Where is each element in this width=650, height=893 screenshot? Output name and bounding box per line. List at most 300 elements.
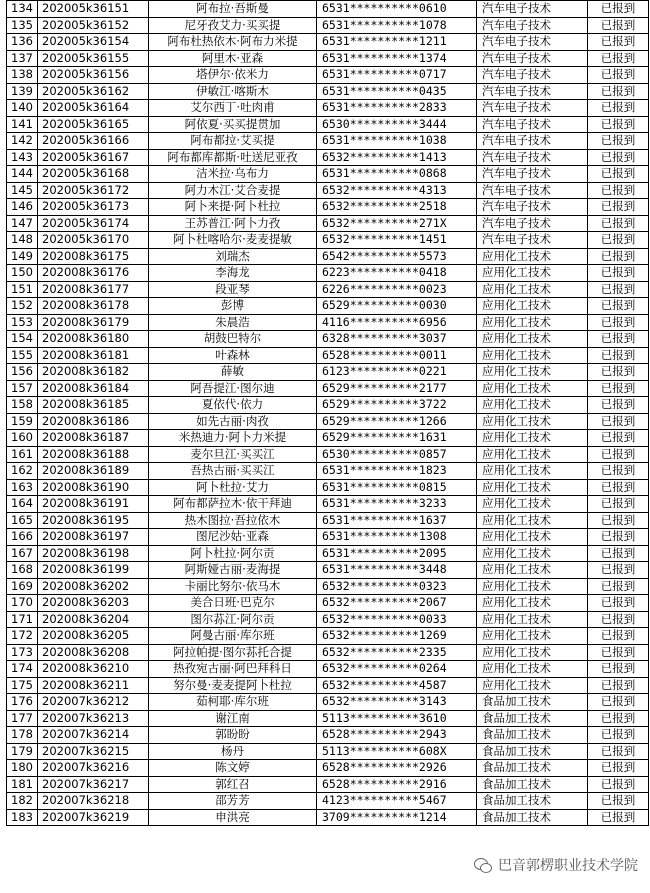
student-name-cell: 阿布都拉·艾买提 xyxy=(149,133,317,150)
student-id-cell: 202005k36166 xyxy=(38,133,149,150)
table-row xyxy=(7,17,649,34)
row-number-cell: 155 xyxy=(7,347,38,364)
row-number-cell: 158 xyxy=(7,397,38,414)
student-id-cell: 202005k36170 xyxy=(38,232,149,249)
row-number-cell: 137 xyxy=(7,50,38,67)
id-card-number-cell: 6531**********2833 xyxy=(317,100,477,117)
major-cell: 应用化工技术 xyxy=(477,331,588,348)
table-row xyxy=(7,496,649,513)
id-card-number-cell: 6531**********1823 xyxy=(317,463,477,480)
table-row xyxy=(7,644,649,661)
major-cell: 应用化工技术 xyxy=(477,397,588,414)
row-number-cell: 183 xyxy=(7,809,38,826)
row-number-cell: 175 xyxy=(7,677,38,694)
status-cell: 已报到 xyxy=(588,232,649,249)
id-card-number-cell: 6532**********4587 xyxy=(317,677,477,694)
student-id-cell: 202005k36173 xyxy=(38,199,149,216)
table-row xyxy=(7,314,649,331)
major-cell: 汽车电子技术 xyxy=(477,215,588,232)
watermark xyxy=(474,853,638,877)
table-row xyxy=(7,677,649,694)
status-cell: 已报到 xyxy=(588,100,649,117)
status-cell: 已报到 xyxy=(588,248,649,265)
student-name-cell: 阿卜杜拉·阿尔贡 xyxy=(149,545,317,562)
major-cell: 食品加工技术 xyxy=(477,694,588,711)
student-name-cell: 王苏普江·阿卜力孜 xyxy=(149,215,317,232)
student-name-cell: 杨丹 xyxy=(149,743,317,760)
row-number-cell: 142 xyxy=(7,133,38,150)
status-cell: 已报到 xyxy=(588,463,649,480)
table-row xyxy=(7,595,649,612)
status-cell: 已报到 xyxy=(588,347,649,364)
table-row xyxy=(7,512,649,529)
major-cell: 汽车电子技术 xyxy=(477,67,588,84)
status-cell: 已报到 xyxy=(588,677,649,694)
status-cell: 已报到 xyxy=(588,83,649,100)
id-card-number-cell: 5113**********3610 xyxy=(317,710,477,727)
id-card-number-cell: 6532**********2518 xyxy=(317,199,477,216)
table-row xyxy=(7,182,649,199)
major-cell: 应用化工技术 xyxy=(477,430,588,447)
status-cell: 已报到 xyxy=(588,661,649,678)
major-cell: 应用化工技术 xyxy=(477,265,588,282)
status-cell: 已报到 xyxy=(588,496,649,513)
table-row xyxy=(7,727,649,744)
major-cell: 汽车电子技术 xyxy=(477,182,588,199)
id-card-number-cell: 6532**********1413 xyxy=(317,149,477,166)
row-number-cell: 168 xyxy=(7,562,38,579)
table-row xyxy=(7,1,649,18)
table-row xyxy=(7,248,649,265)
table-row xyxy=(7,298,649,315)
table-row xyxy=(7,413,649,430)
student-id-cell: 202008k36195 xyxy=(38,512,149,529)
student-id-cell: 202005k36156 xyxy=(38,67,149,84)
student-id-cell: 202008k36203 xyxy=(38,595,149,612)
status-cell: 已报到 xyxy=(588,34,649,51)
table-row xyxy=(7,281,649,298)
row-number-cell: 140 xyxy=(7,100,38,117)
id-card-number-cell: 6531**********1211 xyxy=(317,34,477,51)
status-cell: 已报到 xyxy=(588,446,649,463)
student-name-cell: 卡丽比努尔·依马木 xyxy=(149,578,317,595)
table-row xyxy=(7,347,649,364)
major-cell: 汽车电子技术 xyxy=(477,17,588,34)
id-card-number-cell: 6531**********0435 xyxy=(317,83,477,100)
student-name-cell: 阿布都萨拉木·依干拜迪 xyxy=(149,496,317,513)
student-id-cell: 202005k36164 xyxy=(38,100,149,117)
student-name-cell: 陈文婷 xyxy=(149,760,317,777)
id-card-number-cell: 6528**********2916 xyxy=(317,776,477,793)
table-row xyxy=(7,397,649,414)
table-row xyxy=(7,149,649,166)
status-cell: 已报到 xyxy=(588,644,649,661)
student-name-cell: 邵芳芳 xyxy=(149,793,317,810)
table-row xyxy=(7,760,649,777)
status-cell: 已报到 xyxy=(588,529,649,546)
status-cell: 已报到 xyxy=(588,743,649,760)
student-name-cell: 美合日班·巴克尔 xyxy=(149,595,317,612)
major-cell: 应用化工技术 xyxy=(477,380,588,397)
status-cell: 已报到 xyxy=(588,479,649,496)
row-number-cell: 159 xyxy=(7,413,38,430)
student-name-cell: 阿拉帕提·图尔荪托合提 xyxy=(149,644,317,661)
table-row xyxy=(7,265,649,282)
student-id-cell: 202008k36191 xyxy=(38,496,149,513)
id-card-number-cell: 6531**********1374 xyxy=(317,50,477,67)
major-cell: 食品加工技术 xyxy=(477,793,588,810)
table-row xyxy=(7,562,649,579)
id-card-number-cell: 6542**********5573 xyxy=(317,248,477,265)
id-card-number-cell: 6530**********3444 xyxy=(317,116,477,133)
row-number-cell: 181 xyxy=(7,776,38,793)
student-id-cell: 202008k36202 xyxy=(38,578,149,595)
student-name-cell: 谢江南 xyxy=(149,710,317,727)
row-number-cell: 156 xyxy=(7,364,38,381)
status-cell: 已报到 xyxy=(588,281,649,298)
student-name-cell: 塔伊尔·依米力 xyxy=(149,67,317,84)
student-id-cell: 202008k36179 xyxy=(38,314,149,331)
id-card-number-cell: 6223**********0418 xyxy=(317,265,477,282)
id-card-number-cell: 6532**********2067 xyxy=(317,595,477,612)
row-number-cell: 167 xyxy=(7,545,38,562)
row-number-cell: 141 xyxy=(7,116,38,133)
row-number-cell: 171 xyxy=(7,611,38,628)
student-name-cell: 伊敏江·喀斯木 xyxy=(149,83,317,100)
student-name-cell: 阿布都库都斯·吐送尼亚孜 xyxy=(149,149,317,166)
student-name-cell: 阿卜杜喀哈尔·麦麦提敏 xyxy=(149,232,317,249)
id-card-number-cell: 6532**********0323 xyxy=(317,578,477,595)
id-card-number-cell: 3709**********1214 xyxy=(317,809,477,826)
table-row xyxy=(7,232,649,249)
student-name-cell: 麦尔旦江·买买江 xyxy=(149,446,317,463)
student-name-cell: 阿卜来提·阿卜杜拉 xyxy=(149,199,317,216)
student-name-cell: 阿里木·亚森 xyxy=(149,50,317,67)
student-name-cell: 朱晨浩 xyxy=(149,314,317,331)
student-id-cell: 202008k36176 xyxy=(38,265,149,282)
major-cell: 应用化工技术 xyxy=(477,446,588,463)
table-row xyxy=(7,463,649,480)
student-id-cell: 202005k36168 xyxy=(38,166,149,183)
student-name-cell: 申洪亮 xyxy=(149,809,317,826)
student-id-cell: 202005k36162 xyxy=(38,83,149,100)
table-row xyxy=(7,809,649,826)
status-cell: 已报到 xyxy=(588,793,649,810)
major-cell: 汽车电子技术 xyxy=(477,83,588,100)
student-id-cell: 202005k36167 xyxy=(38,149,149,166)
status-cell: 已报到 xyxy=(588,1,649,18)
student-name-cell: 阿力木江·艾合麦提 xyxy=(149,182,317,199)
student-id-cell: 202005k36165 xyxy=(38,116,149,133)
row-number-cell: 177 xyxy=(7,710,38,727)
row-number-cell: 146 xyxy=(7,199,38,216)
major-cell: 应用化工技术 xyxy=(477,611,588,628)
status-cell: 已报到 xyxy=(588,380,649,397)
major-cell: 食品加工技术 xyxy=(477,809,588,826)
student-id-cell: 202007k36218 xyxy=(38,793,149,810)
row-number-cell: 150 xyxy=(7,265,38,282)
student-name-cell: 李海龙 xyxy=(149,265,317,282)
row-number-cell: 173 xyxy=(7,644,38,661)
major-cell: 应用化工技术 xyxy=(477,529,588,546)
table-row xyxy=(7,166,649,183)
student-id-cell: 202005k36152 xyxy=(38,17,149,34)
major-cell: 应用化工技术 xyxy=(477,562,588,579)
id-card-number-cell: 5113**********608X xyxy=(317,743,477,760)
table-row xyxy=(7,446,649,463)
student-roster-table xyxy=(6,0,649,826)
status-cell: 已报到 xyxy=(588,17,649,34)
major-cell: 应用化工技术 xyxy=(477,364,588,381)
student-id-cell: 202007k36219 xyxy=(38,809,149,826)
table-row xyxy=(7,34,649,51)
status-cell: 已报到 xyxy=(588,578,649,595)
row-number-cell: 151 xyxy=(7,281,38,298)
row-number-cell: 147 xyxy=(7,215,38,232)
id-card-number-cell: 6532**********271X xyxy=(317,215,477,232)
student-id-cell: 202008k36204 xyxy=(38,611,149,628)
row-number-cell: 172 xyxy=(7,628,38,645)
student-name-cell: 叶森林 xyxy=(149,347,317,364)
id-card-number-cell: 6531**********1038 xyxy=(317,133,477,150)
table-row xyxy=(7,578,649,595)
status-cell: 已报到 xyxy=(588,265,649,282)
major-cell: 应用化工技术 xyxy=(477,281,588,298)
row-number-cell: 149 xyxy=(7,248,38,265)
row-number-cell: 163 xyxy=(7,479,38,496)
row-number-cell: 170 xyxy=(7,595,38,612)
id-card-number-cell: 6531**********0610 xyxy=(317,1,477,18)
student-name-cell: 艾尔西丁·吐肉甫 xyxy=(149,100,317,117)
id-card-number-cell: 6529**********1631 xyxy=(317,430,477,447)
major-cell: 汽车电子技术 xyxy=(477,34,588,51)
student-id-cell: 202008k36197 xyxy=(38,529,149,546)
major-cell: 汽车电子技术 xyxy=(477,1,588,18)
table-row xyxy=(7,661,649,678)
table-row xyxy=(7,199,649,216)
row-number-cell: 162 xyxy=(7,463,38,480)
student-name-cell: 夏依代·依力 xyxy=(149,397,317,414)
status-cell: 已报到 xyxy=(588,331,649,348)
major-cell: 汽车电子技术 xyxy=(477,116,588,133)
major-cell: 应用化工技术 xyxy=(477,595,588,612)
table-row xyxy=(7,710,649,727)
major-cell: 汽车电子技术 xyxy=(477,149,588,166)
student-id-cell: 202008k36205 xyxy=(38,628,149,645)
row-number-cell: 138 xyxy=(7,67,38,84)
table-row xyxy=(7,215,649,232)
student-name-cell: 图尼沙姑·亚森 xyxy=(149,529,317,546)
student-name-cell: 阿吾提江·图尔迪 xyxy=(149,380,317,397)
table-row xyxy=(7,628,649,645)
status-cell: 已报到 xyxy=(588,611,649,628)
major-cell: 食品加工技术 xyxy=(477,743,588,760)
status-cell: 已报到 xyxy=(588,727,649,744)
student-id-cell: 202008k36190 xyxy=(38,479,149,496)
id-card-number-cell: 6531**********3448 xyxy=(317,562,477,579)
row-number-cell: 135 xyxy=(7,17,38,34)
watermark-text: 巴音郭楞职业技术学院 xyxy=(498,858,638,874)
student-id-cell: 202008k36182 xyxy=(38,364,149,381)
student-name-cell: 阿布拉·吾斯曼 xyxy=(149,1,317,18)
student-id-cell: 202008k36186 xyxy=(38,413,149,430)
student-id-cell: 202008k36177 xyxy=(38,281,149,298)
row-number-cell: 164 xyxy=(7,496,38,513)
major-cell: 应用化工技术 xyxy=(477,677,588,694)
major-cell: 汽车电子技术 xyxy=(477,133,588,150)
status-cell: 已报到 xyxy=(588,512,649,529)
row-number-cell: 161 xyxy=(7,446,38,463)
student-id-cell: 202005k36154 xyxy=(38,34,149,51)
id-card-number-cell: 6529**********3722 xyxy=(317,397,477,414)
status-cell: 已报到 xyxy=(588,397,649,414)
major-cell: 应用化工技术 xyxy=(477,479,588,496)
status-cell: 已报到 xyxy=(588,133,649,150)
id-card-number-cell: 6532**********4313 xyxy=(317,182,477,199)
row-number-cell: 139 xyxy=(7,83,38,100)
id-card-number-cell: 6532**********3143 xyxy=(317,694,477,711)
major-cell: 应用化工技术 xyxy=(477,248,588,265)
student-id-cell: 202008k36199 xyxy=(38,562,149,579)
student-id-cell: 202008k36189 xyxy=(38,463,149,480)
student-id-cell: 202008k36181 xyxy=(38,347,149,364)
row-number-cell: 144 xyxy=(7,166,38,183)
table-row xyxy=(7,793,649,810)
student-name-cell: 尼牙孜艾力·买买提 xyxy=(149,17,317,34)
student-name-cell: 洁米拉·乌布力 xyxy=(149,166,317,183)
table-row xyxy=(7,331,649,348)
table-row xyxy=(7,83,649,100)
status-cell: 已报到 xyxy=(588,50,649,67)
major-cell: 应用化工技术 xyxy=(477,463,588,480)
table-row xyxy=(7,776,649,793)
student-id-cell: 202008k36178 xyxy=(38,298,149,315)
wechat-icon xyxy=(474,856,492,874)
status-cell: 已报到 xyxy=(588,67,649,84)
student-id-cell: 202007k36213 xyxy=(38,710,149,727)
major-cell: 应用化工技术 xyxy=(477,644,588,661)
major-cell: 应用化工技术 xyxy=(477,298,588,315)
student-name-cell: 段亚琴 xyxy=(149,281,317,298)
student-id-cell: 202008k36175 xyxy=(38,248,149,265)
student-id-cell: 202008k36210 xyxy=(38,661,149,678)
row-number-cell: 176 xyxy=(7,694,38,711)
table-row xyxy=(7,100,649,117)
student-name-cell: 郭盼盼 xyxy=(149,727,317,744)
status-cell: 已报到 xyxy=(588,628,649,645)
table-row xyxy=(7,694,649,711)
student-id-cell: 202008k36184 xyxy=(38,380,149,397)
status-cell: 已报到 xyxy=(588,595,649,612)
status-cell: 已报到 xyxy=(588,413,649,430)
student-name-cell: 郭红召 xyxy=(149,776,317,793)
student-name-cell: 热孜宛古丽·阿巴拜科日 xyxy=(149,661,317,678)
id-card-number-cell: 6529**********2177 xyxy=(317,380,477,397)
row-number-cell: 145 xyxy=(7,182,38,199)
row-number-cell: 178 xyxy=(7,727,38,744)
student-id-cell: 202008k36180 xyxy=(38,331,149,348)
row-number-cell: 154 xyxy=(7,331,38,348)
major-cell: 食品加工技术 xyxy=(477,776,588,793)
table-row xyxy=(7,133,649,150)
status-cell: 已报到 xyxy=(588,364,649,381)
id-card-number-cell: 6531**********0868 xyxy=(317,166,477,183)
major-cell: 汽车电子技术 xyxy=(477,50,588,67)
row-number-cell: 136 xyxy=(7,34,38,51)
student-id-cell: 202005k36155 xyxy=(38,50,149,67)
id-card-number-cell: 6532**********1269 xyxy=(317,628,477,645)
major-cell: 汽车电子技术 xyxy=(477,100,588,117)
id-card-number-cell: 6531**********1637 xyxy=(317,512,477,529)
status-cell: 已报到 xyxy=(588,199,649,216)
student-name-cell: 彭博 xyxy=(149,298,317,315)
student-name-cell: 吾热古丽·买买江 xyxy=(149,463,317,480)
major-cell: 汽车电子技术 xyxy=(477,166,588,183)
row-number-cell: 165 xyxy=(7,512,38,529)
major-cell: 食品加工技术 xyxy=(477,710,588,727)
major-cell: 应用化工技术 xyxy=(477,314,588,331)
id-card-number-cell: 6531**********3233 xyxy=(317,496,477,513)
row-number-cell: 174 xyxy=(7,661,38,678)
status-cell: 已报到 xyxy=(588,116,649,133)
id-card-number-cell: 6528**********2926 xyxy=(317,760,477,777)
student-id-cell: 202008k36187 xyxy=(38,430,149,447)
student-id-cell: 202007k36215 xyxy=(38,743,149,760)
status-cell: 已报到 xyxy=(588,298,649,315)
student-name-cell: 胡鼓巴特尔 xyxy=(149,331,317,348)
student-id-cell: 202008k36198 xyxy=(38,545,149,562)
major-cell: 应用化工技术 xyxy=(477,413,588,430)
row-number-cell: 148 xyxy=(7,232,38,249)
status-cell: 已报到 xyxy=(588,809,649,826)
table-row xyxy=(7,529,649,546)
student-name-cell: 图尔荪江·阿尔贡 xyxy=(149,611,317,628)
id-card-number-cell: 6532**********0033 xyxy=(317,611,477,628)
status-cell: 已报到 xyxy=(588,710,649,727)
major-cell: 食品加工技术 xyxy=(477,727,588,744)
id-card-number-cell: 6529**********0030 xyxy=(317,298,477,315)
table-row xyxy=(7,364,649,381)
id-card-number-cell: 6532**********2335 xyxy=(317,644,477,661)
student-name-cell: 如先古丽·肉孜 xyxy=(149,413,317,430)
id-card-number-cell: 4123**********5467 xyxy=(317,793,477,810)
table-row xyxy=(7,430,649,447)
table-row xyxy=(7,67,649,84)
student-id-cell: 202007k36212 xyxy=(38,694,149,711)
table-row xyxy=(7,545,649,562)
id-card-number-cell: 6528**********2943 xyxy=(317,727,477,744)
student-id-cell: 202007k36217 xyxy=(38,776,149,793)
status-cell: 已报到 xyxy=(588,314,649,331)
major-cell: 应用化工技术 xyxy=(477,496,588,513)
roster-body xyxy=(7,1,649,826)
status-cell: 已报到 xyxy=(588,545,649,562)
table-row xyxy=(7,116,649,133)
status-cell: 已报到 xyxy=(588,562,649,579)
table-row xyxy=(7,743,649,760)
status-cell: 已报到 xyxy=(588,149,649,166)
id-card-number-cell: 6529**********1266 xyxy=(317,413,477,430)
table-row xyxy=(7,50,649,67)
student-name-cell: 阿斯娅古丽·麦海提 xyxy=(149,562,317,579)
status-cell: 已报到 xyxy=(588,215,649,232)
row-number-cell: 160 xyxy=(7,430,38,447)
id-card-number-cell: 6532**********0264 xyxy=(317,661,477,678)
row-number-cell: 157 xyxy=(7,380,38,397)
student-id-cell: 202008k36211 xyxy=(38,677,149,694)
row-number-cell: 180 xyxy=(7,760,38,777)
row-number-cell: 134 xyxy=(7,1,38,18)
